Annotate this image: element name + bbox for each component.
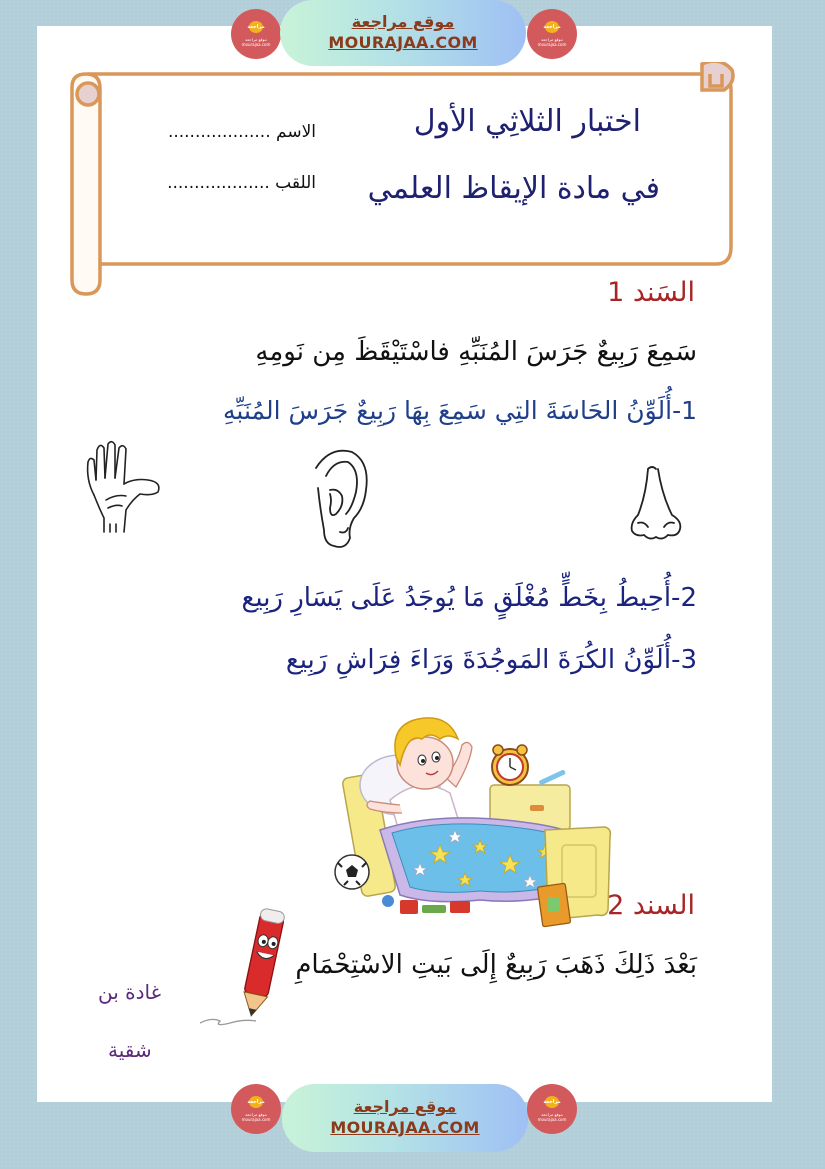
exam-subject: في مادة الإيقاظ العلمي	[367, 171, 660, 206]
hand-icon[interactable]	[82, 440, 167, 535]
logo-caption: موقع مراجعة mourajaa.com	[537, 1112, 567, 1122]
nose-icon[interactable]	[628, 465, 686, 543]
ear-icon[interactable]	[310, 448, 372, 550]
site-logo-right[interactable]	[527, 9, 577, 59]
soccer-ball-icon	[335, 855, 369, 889]
section-1-heading: السَند 1	[607, 277, 695, 308]
author-name-line2: شقية	[108, 1038, 152, 1062]
site-logo-left[interactable]	[231, 1084, 281, 1134]
student-surname-field[interactable]: اللقب ...................	[167, 173, 316, 193]
logo-caption: موقع مراجعة mourajaa.com	[537, 37, 567, 47]
alarm-clock-icon	[492, 745, 528, 785]
logo-caption: موقع مراجعة mourajaa.com	[241, 1112, 271, 1122]
pencil-mascot-icon	[200, 905, 285, 1030]
logo-caption: موقع مراجعة mourajaa.com	[241, 37, 271, 47]
student-name-field[interactable]: الاسم ...................	[167, 122, 316, 142]
section-1-text: سَمِعَ رَبِيعٌ جَرَسَ المُنَبِّهِ فاسْتَيْقَظَ مِن نَومِهِ	[255, 337, 697, 367]
site-banner-top	[0, 0, 825, 70]
question-2: 2-أُحِيطُ بِخَطٍّ مُغْلَقٍ مَا يُوجَدُ عَلَى يَسَارِ رَبِيع	[241, 583, 697, 613]
site-link-pill[interactable]	[280, 0, 526, 66]
site-logo-right[interactable]	[527, 1084, 577, 1134]
site-link-pill[interactable]	[282, 1084, 528, 1152]
author-name-line1: غادة بن	[98, 980, 162, 1004]
section-2-heading: السند 2	[607, 890, 695, 921]
site-logo-left[interactable]	[231, 9, 281, 59]
question-1: 1-أُلَوِّنُ الحَاسَةَ التِي سَمِعَ بِهَا رَبِيعٌ جَرَسَ المُنَبِّهِ	[223, 396, 697, 425]
exam-title: اختبار الثلاثِي الأول	[413, 104, 641, 139]
section-2-text: بَعْدَ ذَلِكَ ذَهَبَ رَبِيعٌ إِلَى بَيتِ الاسْتِحْمَامِ	[295, 950, 697, 980]
site-banner-bottom	[0, 1082, 825, 1152]
logo-badge-icon: مراجعة	[545, 21, 559, 33]
site-name-english[interactable]: MOURAJAA.COM	[328, 33, 478, 52]
logo-badge-icon: مراجعة	[249, 21, 263, 33]
title-scroll	[66, 62, 736, 302]
logo-badge-icon: مراجعة	[545, 1096, 559, 1108]
boy-waking-up-illustration[interactable]	[330, 705, 615, 935]
logo-badge-icon: مراجعة	[249, 1096, 263, 1108]
question-3: 3-أُلَوِّنُ الكُرَةَ المَوجُدَةَ وَرَاءَ فِرَاشِ رَبِيع	[285, 645, 697, 675]
site-name-arabic[interactable]: موقع مراجعة	[351, 12, 455, 31]
site-name-english[interactable]: MOURAJAA.COM	[330, 1118, 480, 1137]
site-name-arabic[interactable]: موقع مراجعة	[353, 1097, 457, 1116]
